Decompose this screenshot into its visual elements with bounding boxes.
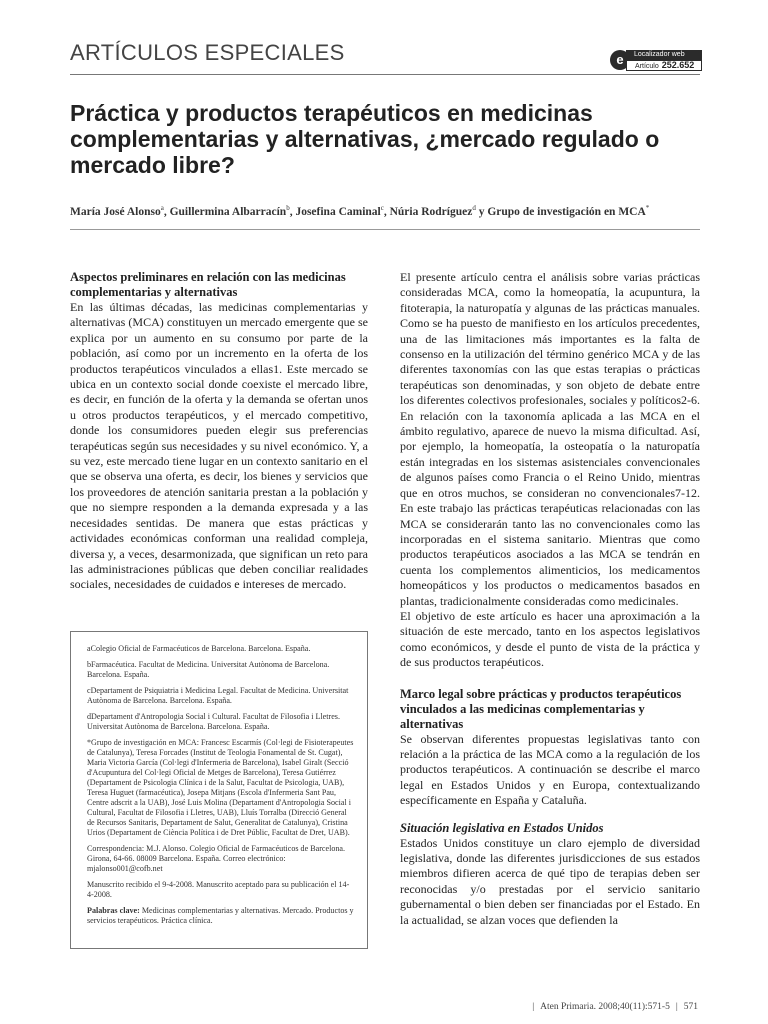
locator-title: Localizador web	[626, 50, 702, 60]
body-paragraph: Se observan diferentes propuestas legislativas tanto con relación a la práctica de las MCA como a la regulación de los productos terapéuticos. A continuación se describe el marco legal en Estados Unidos y en Europa, contextualizando específicamente en España y Cataluña.	[400, 731, 700, 808]
author-mark: c	[380, 204, 384, 212]
web-locator-badge	[610, 48, 702, 74]
authors-rule	[70, 229, 700, 230]
section-heading-marco-legal: Marco legal sobre prácticas y productos terapéuticos vinculados a las medicinas complementarias y alternativas	[400, 686, 682, 731]
body-paragraph: En las últimas décadas, las medicinas complementarias y alternativas (MCA) constituyen un mercado emergente que se explica por un aumento en su consumo por parte de la población, así como por un incremento en la oferta de los productos terapéuticos vinculados a ellas1. Este mercado se ubica en un contexto social donde coexiste el mercado libre, es decir, en función de la oferta y la demanda se ofertan unos u otros productos terapéuticos, y el mercado competitivo, donde los consumidores pueden elegir sus preferencias terapéuticas según sus necesidades y su nivel económico. Y, a su vez, este mercado tiene lugar en un contexto sanitario en el que se observa una oferta, es decir, los bienes y servicios que los proveedores de atención sanitaria prestan a la población y que no siempre responden a la demanda expresada y a las necesidades sentidas. De manera que estas prácticas y actividades económicas conforman una realidad compleja, diversa y, a veces, desarmonizada, que significan un reto para las administraciones públicas que deben conciliar realidades sociales, necesidades de cuidados e intereses de mercado.	[70, 300, 368, 592]
author-name: Grupo de investigación en MCA	[487, 205, 646, 218]
locator-label: Artículo	[635, 63, 659, 70]
affiliation-d: dDepartament d'Antropologia Social i Cultural. Facultat de Filosofia i Lletres. Universitat Autònoma de Barcelona. Barcelona. España.	[87, 712, 340, 731]
body-paragraph: El presente artículo centra el análisis sobre varias prácticas consideradas MCA, como la homeopatía, la acupuntura, la fitoterapia, la naturopatía y algunas de las prácticas manuales. Como se ha puesto de manifiesto en los artículos precedentes, una de las limitaciones más importantes es la falta de consenso en la utilización del término genérico MCA y de las diferentes taxonomías con las que estas terapias o prácticas terapéuticas son denominadas, y son objeto de debate entre los diferentes colectivos profesionales, sociales y políticos2-6. En relación con la taxonomía aplicada a las MCA en el ámbito regulativo, aparece de nuevo la misma dificultad. Así, por ejemplo, la homeopatía, la osteopatía o la naturopatía están integradas en los sistemas asistenciales convencionales de algunos países como Francia o el Reino Unido, mientras que en otros muchos, se consideran no convencionales7-12. En este trabajo las prácticas terapéuticas relacionadas con las MCA se considerarán tanto las no convencionales como las incorporadas en el sistema sanitario. Mientras que como productos terapéuticos asociados a las MCA se tendrán en cuenta los complementos alimenticios, los medicamentos homeopáticos y los productos o medicamentos basados en plantas, tradicionalmente consideradas como medicinales.	[400, 270, 700, 608]
author-name: Guillermina Albarracín	[169, 205, 287, 218]
author-mark: b	[286, 204, 290, 212]
keywords-label: Palabras clave:	[87, 906, 140, 915]
subsection-heading-eeuu: Situación legislativa en Estados Unidos	[400, 820, 604, 835]
locator-number: 252.652	[661, 60, 695, 70]
author-list	[70, 200, 710, 220]
affiliation-b: bFarmacéutica. Facultat de Medicina. Universitat Autònoma de Barcelona. Barcelona. España.	[87, 660, 330, 679]
page-footer	[526, 1002, 698, 1012]
footer-separator: |	[532, 1002, 535, 1012]
affiliations-box	[70, 631, 368, 949]
author-separator: ,	[163, 205, 170, 218]
body-paragraph: El objetivo de este artículo es hacer una aproximación a la situación de este mercado, tanto en los aspectos legislativos como económicos, y desde el punto de vista de la práctica y de sus productos terapéuticos.	[400, 608, 700, 670]
author-mark: d	[472, 204, 476, 212]
journal-citation: Aten Primaria. 2008;40(11):571-5	[540, 1002, 670, 1012]
correspondence: Correspondencia: M.J. Alonso. Colegio Oficial de Farmacéuticos de Barcelona. Girona, 64-66. 08009 Barcelona. España. Correo electrónico: mjalonso001@cofb.net	[87, 844, 346, 873]
author-separator: y	[475, 205, 488, 218]
keywords-text: Medicinas complementarias y alternativas. Mercado. Productos y servicios terapéuticos. Práctica clínica.	[87, 906, 354, 925]
web-locator-icon: e	[610, 50, 630, 70]
keywords	[87, 906, 355, 926]
author-name: María José Alonso	[70, 205, 161, 218]
right-column	[400, 270, 700, 928]
section-heading-preliminares: Aspectos preliminares en relación con las medicinas complementarias y alternativas	[70, 270, 346, 299]
affiliation-a: aColegio Oficial de Farmacéuticos de Barcelona. Barcelona. España.	[87, 644, 311, 653]
article-title: Práctica y productos terapéuticos en medicinas complementarias y alternativas, ¿mercado regulado o mercado libre?	[70, 100, 660, 178]
body-paragraph: Estados Unidos constituye un claro ejemplo de diversidad legislativa, donde las diferentes jurisdicciones de sus estados miembros difieren acerca de qué tipo de terapias deben ser reconocidas y/o prestadas por el servicio sanitario gubernamental o bien deben ser financiadas por el Estado. En la actualidad, se alzan voces que defienden la	[400, 835, 700, 927]
manuscript-dates: Manuscrito recibido el 9-4-2008. Manuscrito aceptado para su publicación el 14-4-2008.	[87, 880, 350, 899]
author-separator: ,	[289, 205, 296, 218]
locator-article	[626, 60, 702, 71]
left-column	[70, 270, 368, 593]
footer-separator: |	[675, 1002, 678, 1012]
spacer	[400, 671, 700, 687]
author-mark: a	[160, 204, 164, 212]
section-label: ARTÍCULOS ESPECIALES	[70, 40, 345, 65]
author-mark: *	[645, 204, 650, 212]
page-number: 571	[683, 1002, 698, 1012]
research-group-note: *Grupo de investigación en MCA: Francesc Escarmís (Col·legi de Fisioterapeutes de Catalunya), Teresa Forcades (Institut de Teologia Fonamental de St. Cugat), Maria Victoria García (Col·legi d'Infermeria de Barcelona), Isabel Giralt (Secció d'Acupuntura del Col·legi Oficial de Metges de Barcelona), Teresa Gutiérrez (Departament de Psicologia Clínica i de la Salut, Facultat de Psicologia, UAB), Teresa Huguet (farmacéutica), Josepa Mitjans (Escola d'Infermeria Sant Pau, Centre adscrit a la UAB), José Luis Molina (Departament d'Antropologia Social i Cultural, Facultat de Filosofia i Lletres, UAB), Lluís Torralba (Direcció General de Recursos Sanitaris, Departament de Salut, Generalitat de Catalunya), Cristina Urios (Departament de Ciència Política i de Dret Públic, Facultat de Dret, UAB).	[87, 738, 354, 837]
author-name: Núria Rodríguez	[389, 205, 473, 218]
affiliation-c: cDepartament de Psiquiatria i Medicina Legal. Facultat de Medicina. Universitat Autònoma de Barcelona. Barcelona. España.	[87, 686, 349, 705]
header-rule	[70, 74, 700, 75]
author-separator: ,	[383, 205, 390, 218]
author-name: Josefina Caminal	[295, 205, 381, 218]
